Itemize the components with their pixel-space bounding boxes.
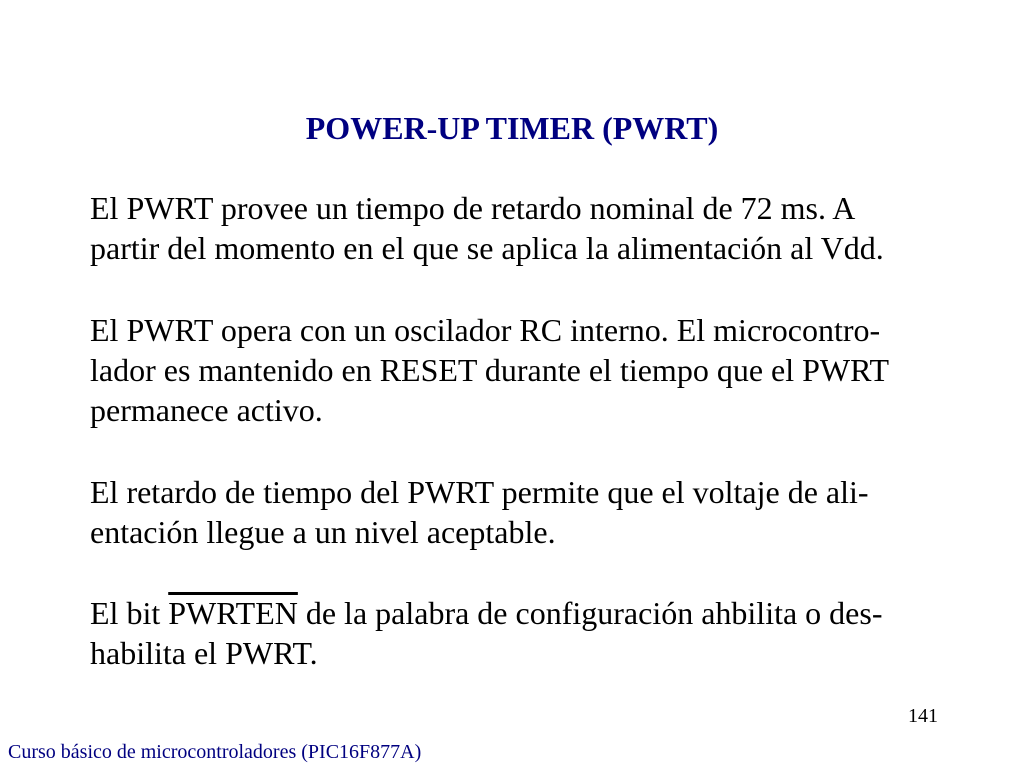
paragraph-line: El PWRT provee un tiempo de retardo nominal de 72 ms. A — [90, 190, 856, 226]
paragraph-pwrt-voltage — [90, 472, 970, 552]
line-text: de la palabra de configuración ahbilita o des- — [297, 595, 883, 631]
page-number: 141 — [908, 705, 938, 727]
paragraph-line: entación llegue a un nivel aceptable. — [90, 514, 556, 550]
paragraph-line: lador es mantenido en RESET durante el tiempo que el PWRT — [90, 352, 890, 388]
paragraph-pwrt-delay — [90, 188, 970, 268]
slide-title: POWER-UP TIMER (PWRT) — [305, 110, 719, 146]
paragraph-pwrten-bit — [90, 593, 970, 673]
paragraph-pwrt-oscillator — [90, 310, 970, 430]
paragraph-line — [90, 593, 970, 633]
paragraph-line: El retardo de tiempo del PWRT permite que el voltaje de ali- — [90, 474, 869, 510]
footer-course-title: Curso básico de microcontroladores (PIC16F877A) — [8, 741, 422, 763]
line-text: El bit — [90, 595, 169, 631]
paragraph-line: El PWRT opera con un oscilador RC interno. El microcontro- — [90, 312, 881, 348]
paragraph-line: permanece activo. — [90, 392, 323, 428]
paragraph-line: habilita el PWRT. — [90, 635, 318, 671]
pwrten-signal-overlined: PWRTEN — [168, 595, 298, 631]
paragraph-line: partir del momento en el que se aplica la alimentación al Vdd. — [90, 230, 884, 266]
